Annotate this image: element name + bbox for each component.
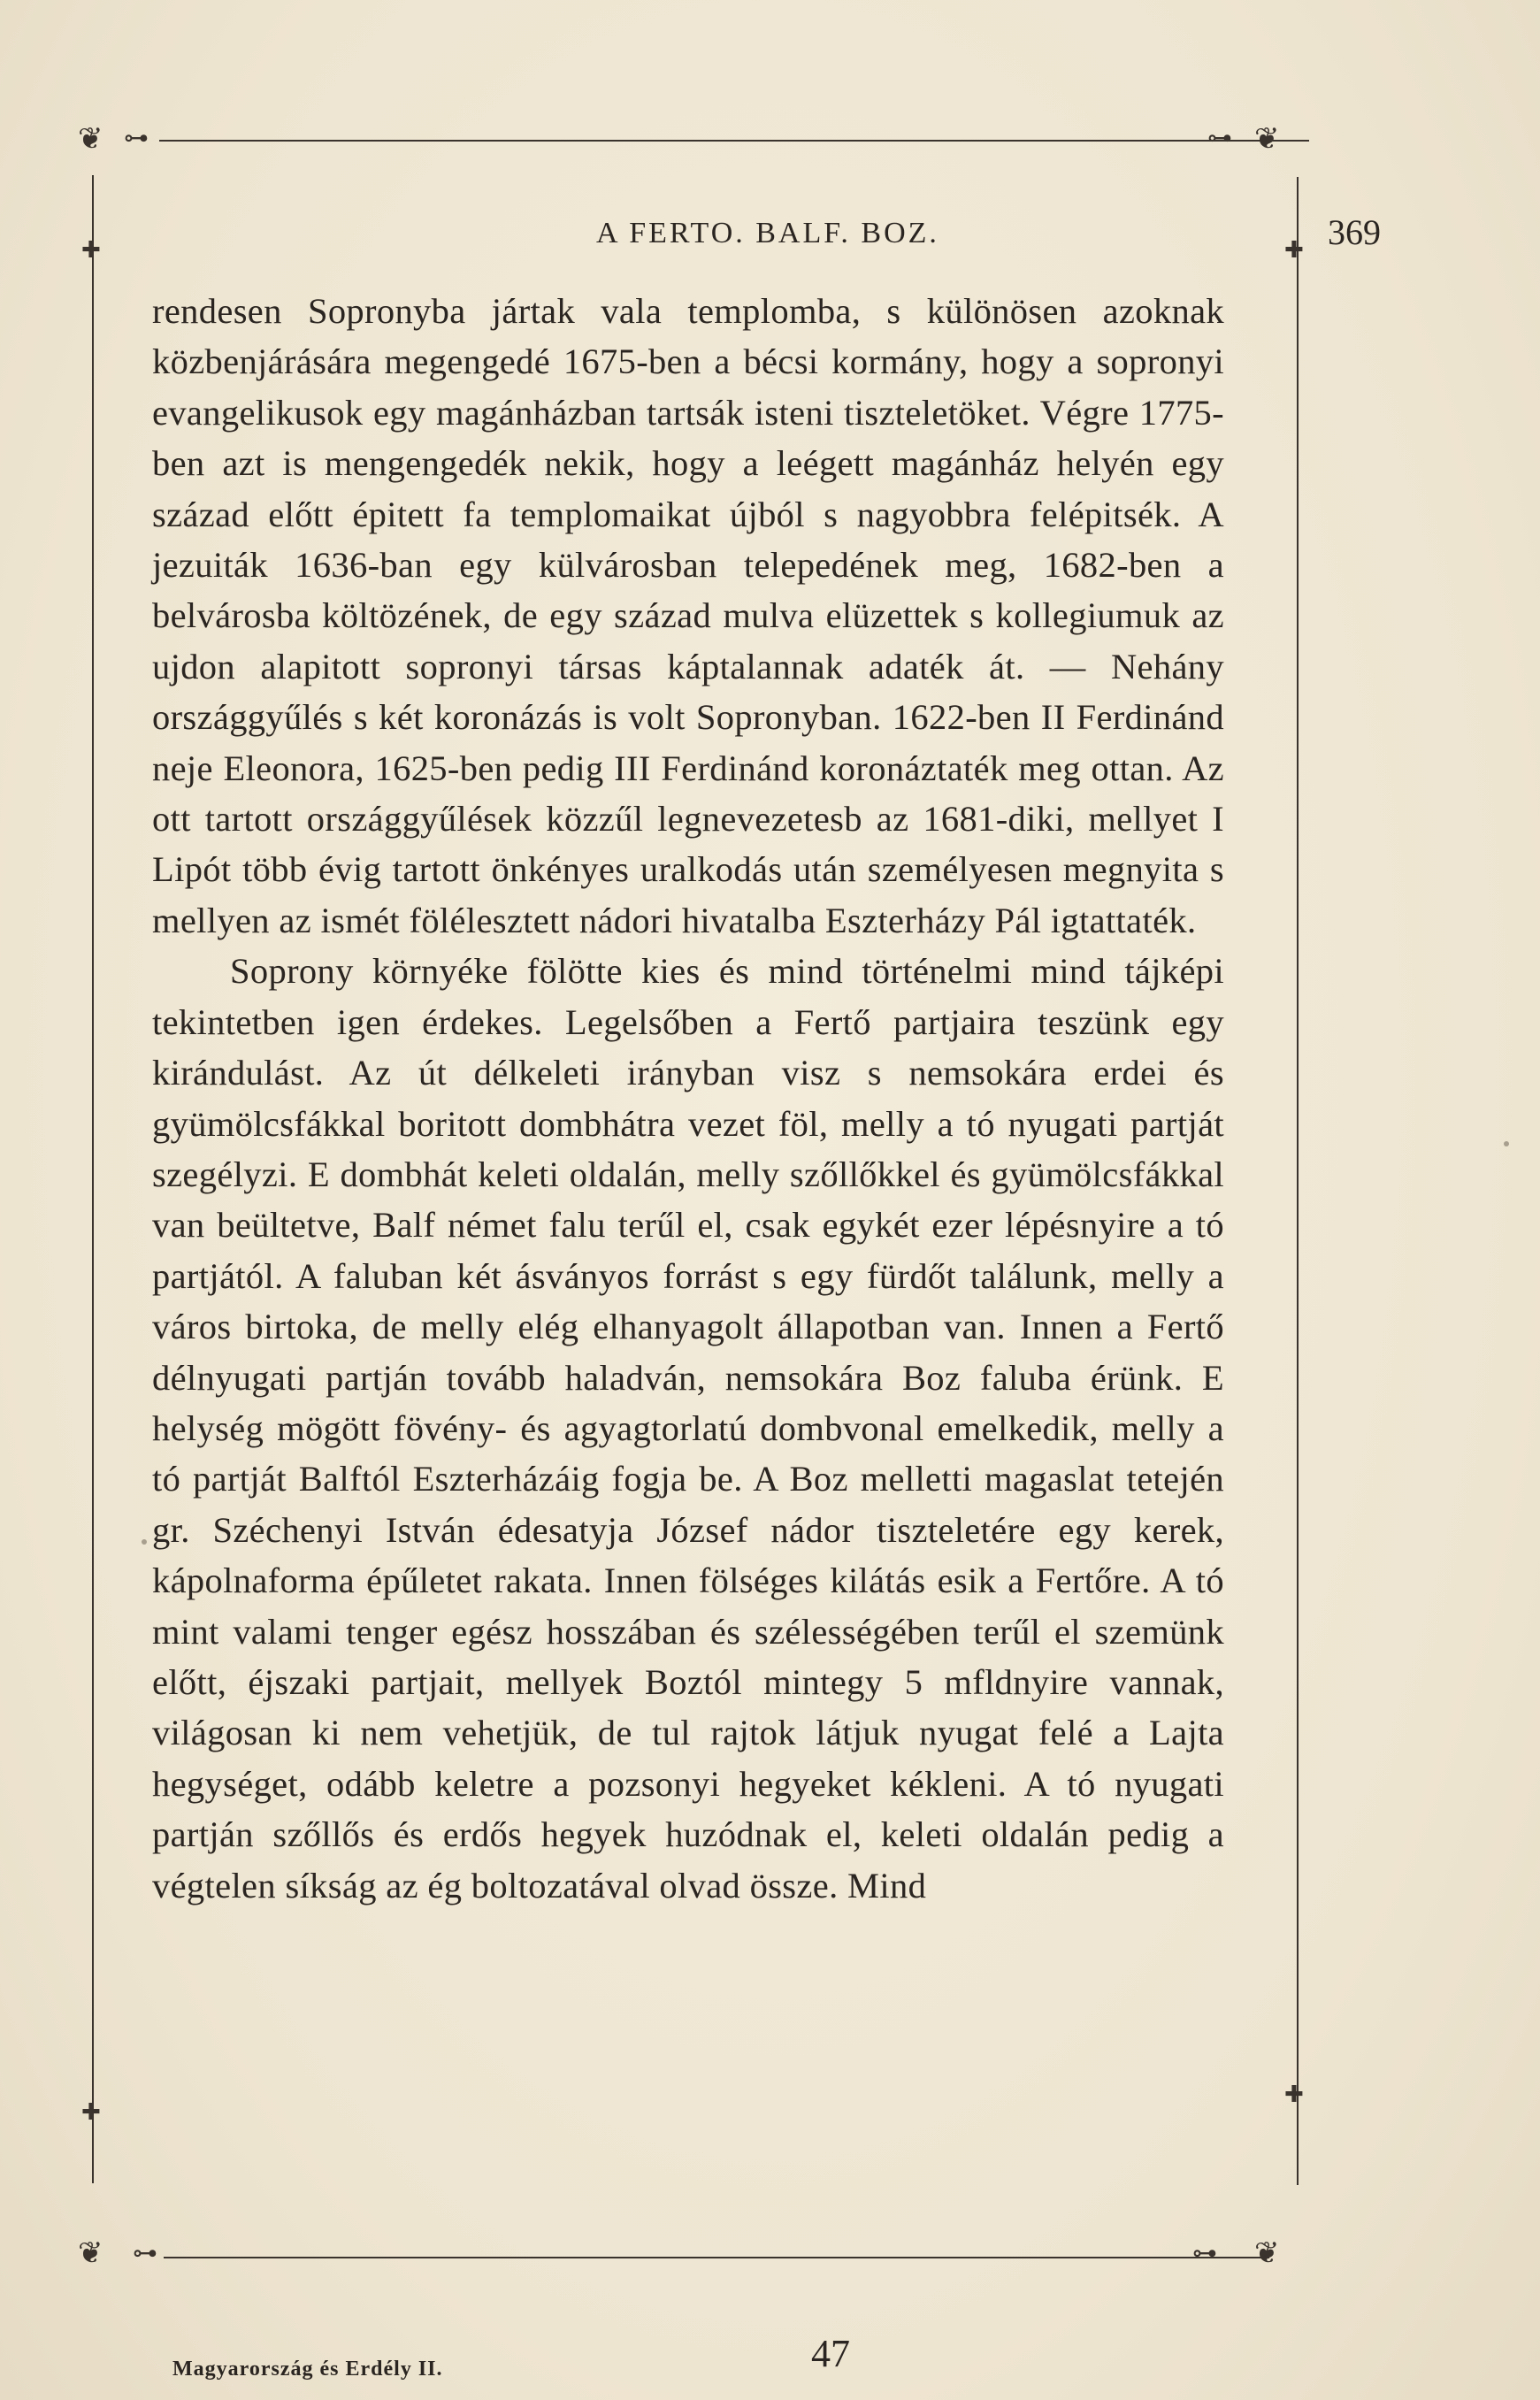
corner-ornament-bottom-left-icon: ❦	[78, 2235, 103, 2271]
sheet-number: 47	[811, 2332, 850, 2375]
margin-dot-mark	[1504, 1141, 1509, 1146]
left-border-rule	[92, 175, 94, 2183]
running-title: A FERTO. BALF. BOZ.	[596, 217, 939, 249]
cross-ornament-bottom-right-icon: ✚	[1284, 2082, 1304, 2108]
corner-ornament-top-left-icon: ❦	[78, 121, 103, 157]
cross-ornament-top-left-icon: ✚	[81, 237, 101, 264]
knot-ornament-bottom-right-icon: ⊶	[1192, 2238, 1217, 2267]
page-number: 369	[1328, 212, 1381, 252]
page-header	[155, 212, 1381, 270]
bottom-border-rule	[164, 2257, 1269, 2258]
knot-ornament-top-left-icon: ⊶	[124, 123, 149, 152]
knot-ornament-top-right-icon: ⊶	[1207, 123, 1232, 152]
cross-ornament-top-right-icon: ✚	[1284, 237, 1304, 264]
paragraph-1: rendesen Sopronyba jártak vala templomba, s különösen azoknak közbenjárására megengedé 1675-ben a bécsi kormány, hogy a sopronyi evangelikusok egy magánházban tartsák isteni tiszteletöket. Végre 1775-ben azt is mengengedék nekik, hogy a leégett magánház helyén egy század előtt épitett fa templomaikat újból s nagyobbra felépitsék. A jezuiták 1636-ban egy külvárosban telepedének meg, 1682-ben a belvárosba költözének, de egy század mulva elüzettek s kollegiumuk az ujdon alapitott sopronyi társas káptalannak adaték át. — Nehány országgyűlés s két koronázás is volt Sopronyban. 1622-ben II Ferdinánd neje Eleonora, 1625-ben pedig III Ferdinánd koronáztaték meg ottan. Az ott tartott országgyűlések közzűl legnevezetesb az 1681-diki, mellyet I Lipót több évig tartott önkényes uralkodás után személyesen megnyita s mellyen az ismét fölélesztett nádori hivatalba Eszterházy Pál igtattaték.	[152, 291, 1224, 940]
corner-ornament-top-right-icon: ❦	[1254, 121, 1280, 157]
paragraph-2: Soprony környéke fölötte kies és mind történelmi mind tájképi tekintetben igen érdekes. Legelsőben a Fertő partjaira teszünk egy kirándulást. Az út délkeleti irányban visz s nemsokára erdei és gyümölcsfákkal boritott dombhátra vezet föl, melly a tó nyugati partját szegélyzi. E dombhát keleti oldalán, melly szőllőkkel és gyümölcsfákkal van beültetve, Balf német falu terűl el, csak egykét ezer lépésnyire a tó partjától. A faluban két ásványos forrást s egy fürdőt találunk, melly a város birtoka, de melly elég elhanyagolt állapotban van. Innen a Fertő délnyugati partján tovább haladván, nemsokára Boz faluba érünk. E helység mögött fövény- és agyagtorlatú dombvonal emelkedik, melly a tó partját Balftól Eszterházáig fogja be. A Boz melletti magaslat tetején gr. Széchenyi István édesatyja József nádor tiszteletére egy kerek, kápolnaforma épűletet rakata. Innen fölséges kilátás esik a Fertőre. A tó mint valami tenger egész hosszában és szélességében terűl el szemünk előtt, éjszaki partjait, mellyek Boztól mintegy 5 mfldnyire vannak, világosan ki nem vehetjük, de tul rajtok látjuk nyugat felé a Lajta hegységet, odább keletre a pozsonyi hegyeket kékleni. A tó nyugati partján szőllős és erdős hegyek huzódnak el, keleti oldalán pedig a végtelen síkság az ég boltozatával olvad össze. Mind	[152, 951, 1224, 1905]
top-border-rule	[159, 140, 1309, 142]
body-text	[152, 286, 1224, 1911]
right-border-rule	[1297, 177, 1299, 2185]
signature-mark: Magyarország és Erdély II.	[172, 2358, 443, 2381]
knot-ornament-bottom-left-icon: ⊶	[133, 2238, 157, 2267]
margin-dot-mark	[142, 1539, 147, 1545]
cross-ornament-bottom-left-icon: ✚	[81, 2099, 101, 2126]
corner-ornament-bottom-right-icon: ❦	[1254, 2235, 1280, 2271]
